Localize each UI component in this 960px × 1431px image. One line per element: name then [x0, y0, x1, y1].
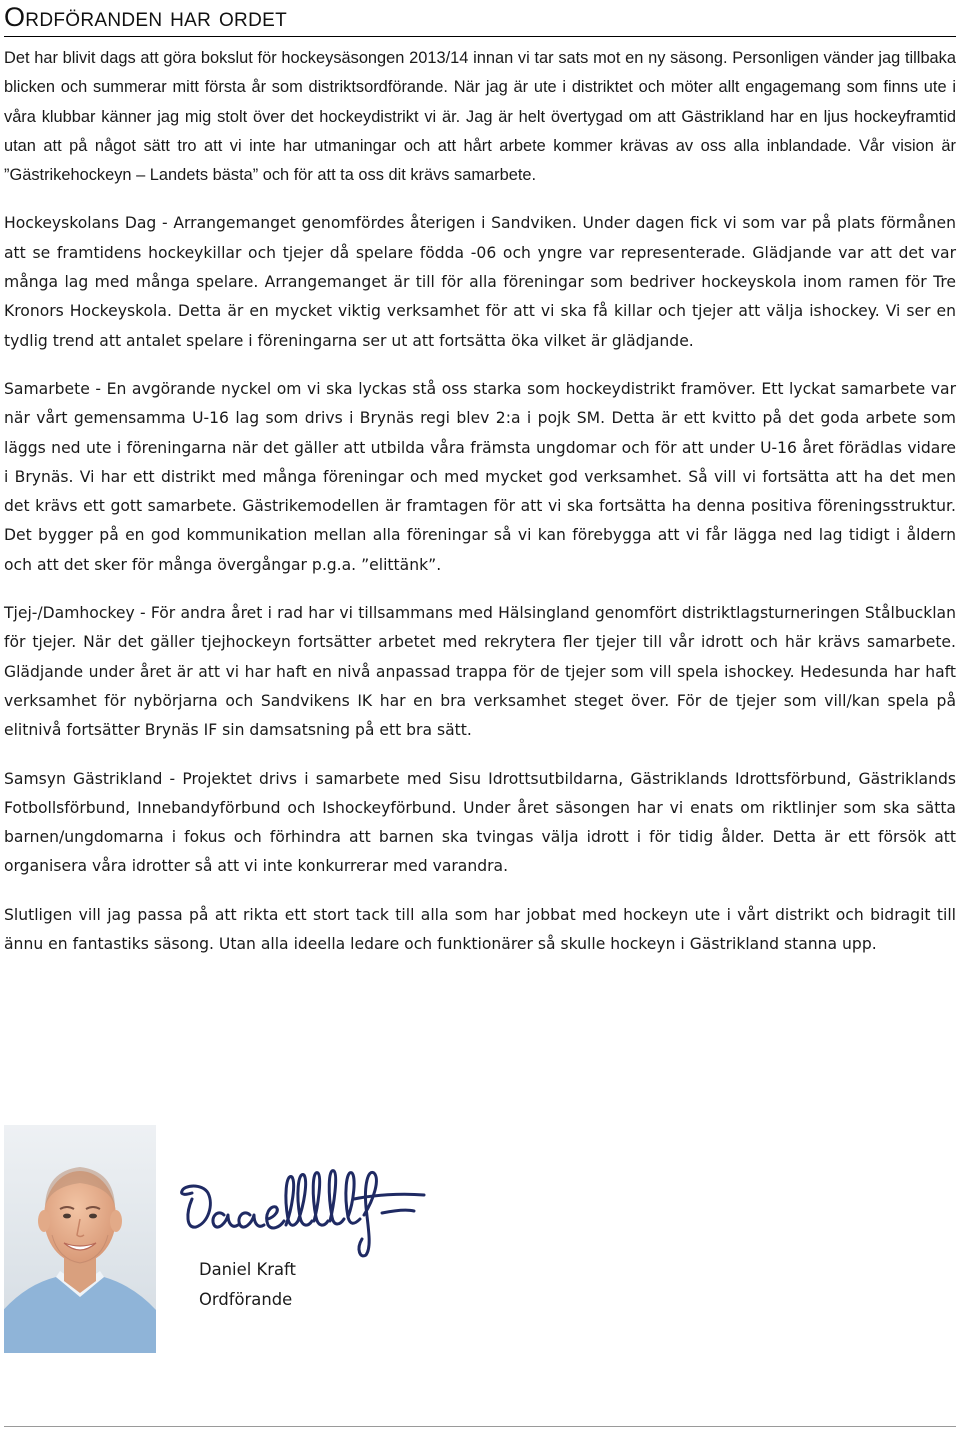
paragraph-damhockey: Tjej-/Damhockey - För andra året i rad har vi tillsammans med Hälsingland genomfört distriktlagsturneringen Stålbucklan för tjejer. När det gäller tjejhockeyn fortsätter arbetet med rekrytera fler tjejer till vår idrott och här krävs samarbete. Glädjande under året är att vi har haft en nivå anpassad trappa för de tjejer som vill spela ishockey. Hedesunda har haft verksamhet för nybörjarna och Sandvikens IK har en bra verksamhet steget över. För de tjejer som vill/kan spela på elitnivå fortsätter Brynäs IF sin damsatsning på ett bra sätt.	[4, 604, 956, 740]
page-title: Ordföranden har ordet	[4, 2, 287, 32]
signature-role: Ordförande	[199, 1290, 293, 1309]
paragraph-samsyn: Samsyn Gästrikland - Projektet drivs i samarbete med Sisu Idrottsutbildarna, Gästriklands Idrottsförbund, Gästriklands Fotbollsförbund, Innebandyförbund och Ishockeyförbund. Under året säsongen har vi enats om riktlinjer som ska sätta barnen/ungdomarna i fokus och förhindra att barnen ska tvingas välja idrott i för tidig ålder. Detta är ett försök att organisera våra idrotter så att vi inte konkurrerar med varandra.	[4, 769, 956, 876]
paragraph-closing: Slutligen vill jag passa på att rikta ett stort tack till alla som har jobbat med hockeyn ute i vårt distrikt och bidragit till ännu en fantastiks säsong. Utan alla ideella ledare och funktionärer så skulle hockeyn i Gästrikland stanna upp.	[4, 905, 956, 954]
letter-body	[4, 44, 956, 978]
paragraph-hockeyskolans-dag: Hockeyskolans Dag - Arrangemanget genomfördes återigen i Sandviken. Under dagen fick vi som var på plats förmånen att se framtidens hockeykillar och tjejer då spelare födda -06 och yngre var representerade. Glädjande var att det var många lag med många spelare. Arrangemanget är till för alla föreningar som bedriver hockeyskola inom ramen för Tre Kronors Hockeyskola. Detta är en mycket viktig verksamhet för att vi ska få killar och tjejer att välja ishockey. Vi ser en tydlig trend att antalet spelare i föreningarna ser ut att fortsätta öka vilket är glädjande.	[4, 214, 956, 350]
paragraph-intro: Det har blivit dags att göra bokslut för hockeysäsongen 2013/14 innan vi tar sats mot en ny säsong. Personligen vänder jag tillbaka blicken och summerar mitt första år som distriktsordförande. När jag är ute i distriktet och möter allt engagemang som finns ute i våra klubbar känner jag mig stolt över det hockeydistrikt vi är. Jag är helt övertygad om att Gästrikland har en ljus hockeyframtid utan att på något sätt tro att vi inte har utmaningar och att hårt arbete kommer krävas av oss alla inblandade. Vår vision är ”Gästrikehockeyn – Landets bästa” och för att ta oss dit krävs samarbete.	[4, 49, 956, 185]
signature-name: Daniel Kraft	[199, 1260, 296, 1279]
paragraph-samarbete: Samarbete - En avgörande nyckel om vi ska lyckas stå oss starka som hockeydistrikt framöver. Ett lyckat samarbete var när vårt gemensamma U-16 lag som drivs i Brynäs regi blev 2:a i pojk SM. Detta är ett kvitto på det goda arbete som läggs ned ute i föreningarna när det gäller att utbilda våra främsta ungdomar och för att under U-16 året förädlas vidare i Brynäs. Vi har ett distrikt med många föreningar och med mycket god verksamhet. Så vill vi fortsätta att ha det men det krävs ett gott samarbete. Gästrikemodellen är framtagen för att vi ska fortsätta ha denna positiva föreningsstruktur. Det bygger på en god kommunikation mellan alla föreningar så vi kan förebygga att vi får lägga ned lag tidigt i åldern och att det sker för många övergångar p.g.a. ”elittänk”.	[4, 379, 956, 574]
portrait-photo	[4, 1125, 156, 1353]
title-underline	[4, 36, 956, 37]
handwritten-signature	[178, 1155, 468, 1260]
footer-divider	[4, 1426, 956, 1427]
